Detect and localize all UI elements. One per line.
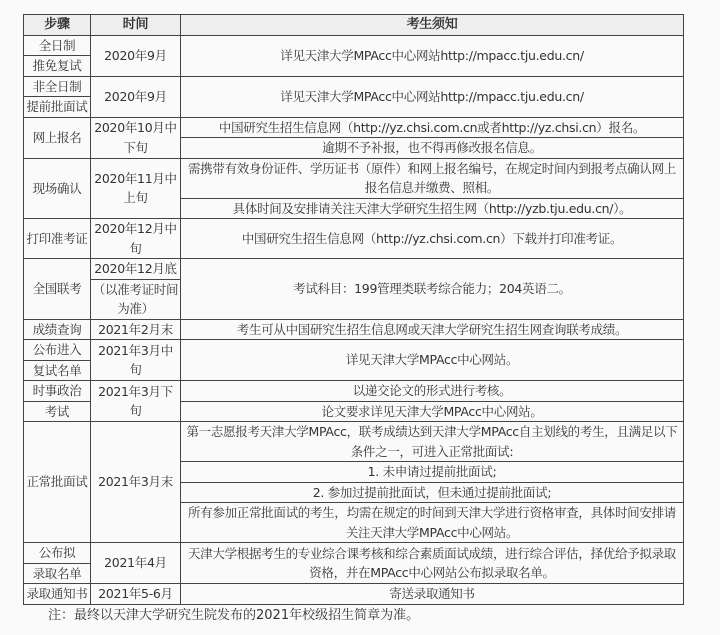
step-cell: 时事政治 [24, 381, 91, 402]
step-cell: 非全日制 [24, 76, 91, 97]
time-cell: 2020年9月 [91, 35, 181, 76]
step-cell: 现场确认 [24, 158, 91, 219]
info-cell: 所有参加正常批面试的考生，均需在规定的时间到天津大学进行资格审查，具体时间安排请关注天津大学MPAcc中心网站。 [181, 503, 684, 543]
info-cell: 需携带有效身份证件、学历证书（原件）和网上报名编号，在规定时间内到报考点确认网上报名信息并缴费、照相。 [181, 158, 684, 198]
step-cell: 正常批面试 [24, 422, 91, 543]
info-cell: 天津大学根据考生的专业综合课考核和综合素质面试成绩，进行综合评估，择优给予拟录取资格，并在MPAcc中心网站公布拟录取名单。 [181, 543, 684, 584]
step-cell: 网上报名 [24, 117, 91, 158]
info-cell: 详见天津大学MPAcc中心网站http://mpacc.tju.edu.cn/ [181, 35, 684, 76]
info-cell: 具体时间及安排请关注天津大学研究生招生网（http://yzb.tju.edu.cn/）。 [181, 198, 684, 219]
info-cell: 中国研究生招生信息网（http://yz.chsi.com.cn）下载并打印准考证。 [181, 219, 684, 259]
info-cell: 考试科目：199管理类联考综合能力；204英语二。 [181, 259, 684, 320]
step-cell: 全国联考 [24, 259, 91, 320]
time-cell: 2020年12月底 [91, 259, 181, 280]
info-cell: 2. 参加过提前批面试，但未通过提前批面试; [181, 482, 684, 503]
info-cell: 以递交论文的形式进行考核。 [181, 381, 684, 402]
time-cell: 2021年2月末 [91, 319, 181, 340]
step-cell: 推免复试 [24, 56, 91, 77]
step-cell: 公布拟 [24, 543, 91, 564]
time-cell: 2020年11月中上旬 [91, 158, 181, 219]
table-row [24, 340, 684, 361]
info-cell: 第一志愿报考天津大学MPAcc，联考成绩达到天津大学MPAcc自主划线的考生，且满足以下条件之一，可进入正常批面试: [181, 422, 684, 462]
table-row [24, 35, 684, 56]
admission-schedule-table [23, 14, 684, 605]
header-info: 考生须知 [181, 15, 684, 36]
info-cell: 考生可从中国研究生招生信息网或天津大学研究生招生网查询联考成绩。 [181, 319, 684, 340]
time-cell: 2021年4月 [91, 543, 181, 584]
time-cell: （以准考证时间为准） [91, 279, 181, 319]
step-cell: 考试 [24, 401, 91, 422]
step-cell: 复试名单 [24, 360, 91, 381]
table-row [24, 381, 684, 402]
table-row [24, 117, 684, 138]
info-cell: 1. 未申请过提前批面试; [181, 462, 684, 483]
table-row [24, 76, 684, 97]
step-cell: 成绩查询 [24, 319, 91, 340]
footnote: 注：最终以天津大学研究生院发布的2021年校级招生简章为准。 [48, 608, 420, 623]
header-step: 步骤 [24, 15, 91, 36]
step-cell: 打印准考证 [24, 219, 91, 259]
time-cell: 2020年12月中旬 [91, 219, 181, 259]
step-cell: 公布进入 [24, 340, 91, 361]
info-cell: 详见天津大学MPAcc中心网站。 [181, 340, 684, 381]
table-row [24, 259, 684, 280]
time-cell: 2020年9月 [91, 76, 181, 117]
info-cell: 逾期不予补报，也不得再修改报名信息。 [181, 138, 684, 159]
header-time: 时间 [91, 15, 181, 36]
info-cell: 论文要求详见天津大学MPAcc中心网站。 [181, 401, 684, 422]
info-cell: 详见天津大学MPAcc中心网站http://mpacc.tju.edu.cn/ [181, 76, 684, 117]
time-cell: 2020年10月中下旬 [91, 117, 181, 158]
step-cell: 录取名单 [24, 563, 91, 584]
step-cell: 提前批面试 [24, 97, 91, 118]
time-cell: 2021年5-6月 [91, 584, 181, 605]
table-row [24, 584, 684, 605]
info-cell: 中国研究生招生信息网（http://yz.chsi.com.cn或者http://yz.chsi.cn）报名。 [181, 117, 684, 138]
time-cell: 2021年3月下旬 [91, 381, 181, 422]
step-cell: 全日制 [24, 35, 91, 56]
time-cell: 2021年3月中旬 [91, 340, 181, 381]
table-row [24, 319, 684, 340]
table-header-row [24, 15, 684, 36]
table-row [24, 543, 684, 564]
time-cell: 2021年3月末 [91, 422, 181, 543]
info-cell: 寄送录取通知书 [181, 584, 684, 605]
step-cell: 录取通知书 [24, 584, 91, 605]
